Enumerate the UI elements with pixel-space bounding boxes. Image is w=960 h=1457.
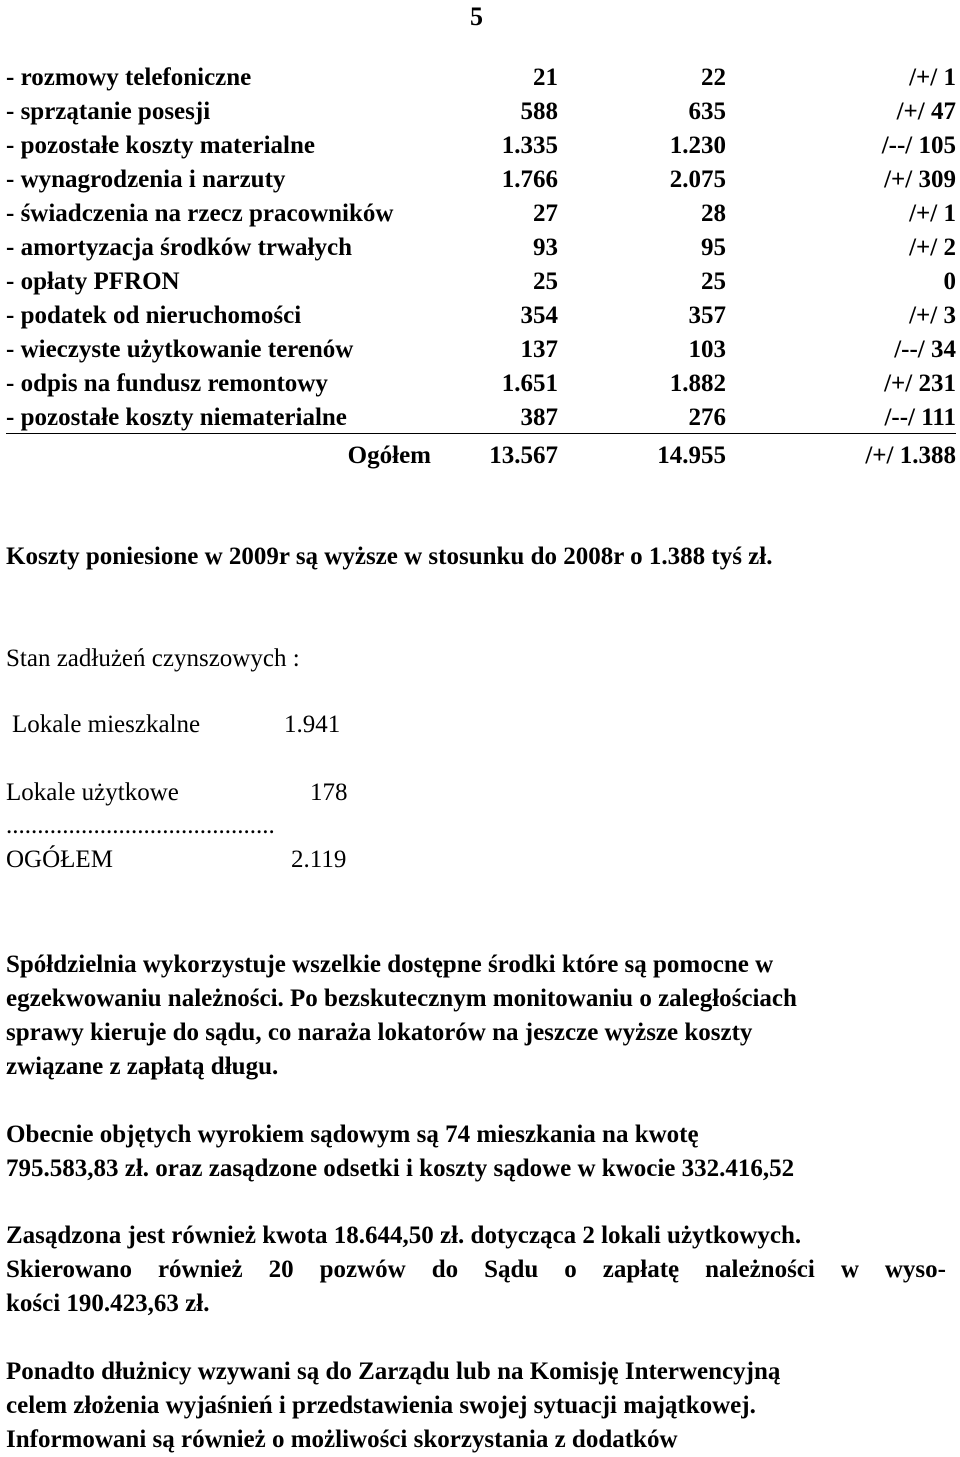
cost-2008: 354 bbox=[520, 302, 558, 329]
cost-2008: 137 bbox=[520, 336, 558, 363]
paragraph-court-judgments bbox=[6, 1118, 946, 1186]
cost-2008: 1.335 bbox=[501, 132, 558, 159]
cost-diff: /+/ 3 bbox=[909, 302, 956, 329]
dots-line: ........................................... bbox=[6, 812, 275, 839]
cost-2008: 1.766 bbox=[501, 166, 558, 193]
table-divider bbox=[6, 433, 956, 434]
total-2008: 13.567 bbox=[489, 442, 558, 469]
cost-2009: 28 bbox=[701, 200, 726, 227]
cost-row bbox=[6, 64, 956, 98]
cost-2009: 22 bbox=[701, 64, 726, 91]
cost-2009: 2.075 bbox=[669, 166, 726, 193]
cost-label: - opłaty PFRON bbox=[6, 268, 180, 295]
cost-2008: 27 bbox=[533, 200, 558, 227]
cost-2008: 25 bbox=[533, 268, 558, 295]
commercial-label: Lokale użytkowe bbox=[6, 779, 179, 806]
cost-label: - rozmowy telefoniczne bbox=[6, 64, 252, 91]
cost-diff: /+/ 1 bbox=[909, 64, 956, 91]
cost-diff: /+/ 47 bbox=[896, 98, 956, 125]
total-diff: /+/ 1.388 bbox=[865, 442, 956, 469]
cost-diff: /--/ 34 bbox=[894, 336, 956, 363]
cost-row bbox=[6, 268, 956, 302]
paragraph-line: Skierowano również 20 pozwów do Sądu o zapłatę należności w wyso- bbox=[6, 1256, 946, 1283]
page-number: 5 bbox=[470, 2, 483, 31]
cost-diff: /+/ 231 bbox=[884, 370, 956, 397]
cost-2009: 357 bbox=[688, 302, 726, 329]
cost-2009: 103 bbox=[688, 336, 726, 363]
cost-2008: 588 bbox=[520, 98, 558, 125]
cost-row bbox=[6, 234, 956, 268]
cost-2008: 93 bbox=[533, 234, 558, 261]
paragraph-line: kości 190.423,63 zł. bbox=[6, 1290, 210, 1317]
cost-2009: 95 bbox=[701, 234, 726, 261]
paragraph-line: Spółdzielnia wykorzystuje wszelkie dostępne środki które są pomocne w bbox=[6, 951, 774, 978]
cost-row bbox=[6, 336, 956, 370]
paragraph-line: egzekwowaniu należności. Po bezskutecznym monitowaniu o zaległościach bbox=[6, 985, 797, 1012]
residential-label: Lokale mieszkalne bbox=[12, 711, 201, 738]
cost-2009: 25 bbox=[701, 268, 726, 295]
cost-label: - wieczyste użytkowanie terenów bbox=[6, 336, 354, 363]
total-2009: 14.955 bbox=[657, 442, 726, 469]
cost-row bbox=[6, 166, 956, 200]
cost-row bbox=[6, 132, 956, 166]
paragraph-line: Zasądzona jest również kwota 18.644,50 zł. dotycząca 2 lokali użytkowych. bbox=[6, 1222, 802, 1249]
residential-row bbox=[6, 711, 406, 745]
cost-label: - pozostałe koszty materialne bbox=[6, 132, 315, 159]
cost-diff: /--/ 111 bbox=[884, 404, 956, 431]
paragraph-line: sprawy kieruje do sądu, co naraża lokatorów na jeszcze wyższe koszty bbox=[6, 1019, 753, 1046]
summary-line: Koszty poniesione w 2009r są wyższe w stosunku do 2008r o 1.388 tyś zł. bbox=[6, 543, 773, 570]
cost-2008: 21 bbox=[533, 64, 558, 91]
cost-2009: 1.230 bbox=[669, 132, 726, 159]
cost-row bbox=[6, 370, 956, 404]
paragraph-line: Obecnie objętych wyrokiem sądowym są 74 mieszkania na kwotę bbox=[6, 1121, 699, 1148]
debt-total-label: OGÓŁEM bbox=[6, 846, 113, 873]
debt-total-row bbox=[6, 846, 406, 880]
paragraph-line: związane z zapłatą długu. bbox=[6, 1053, 279, 1080]
paragraph-enforcement bbox=[6, 948, 946, 1084]
total-label: Ogółem bbox=[347, 442, 431, 469]
cost-diff: /+/ 309 bbox=[884, 166, 956, 193]
cost-diff: /--/ 105 bbox=[881, 132, 956, 159]
cost-row bbox=[6, 200, 956, 234]
cost-diff: 0 bbox=[943, 268, 956, 295]
cost-2009: 635 bbox=[688, 98, 726, 125]
cost-label: - odpis na fundusz remontowy bbox=[6, 370, 328, 397]
cost-row bbox=[6, 98, 956, 132]
paragraph-awarded-amounts bbox=[6, 1219, 946, 1321]
paragraph-line: Ponadto dłużnicy wzywani są do Zarządu lub na Komisję Interwencyjną bbox=[6, 1358, 781, 1385]
cost-label: - wynagrodzenia i narzuty bbox=[6, 166, 286, 193]
cost-label: - podatek od nieruchomości bbox=[6, 302, 302, 329]
cost-2008: 1.651 bbox=[501, 370, 558, 397]
cost-label: - sprzątanie posesji bbox=[6, 98, 211, 125]
cost-label: - pozostałe koszty niematerialne bbox=[6, 404, 347, 431]
cost-2009: 276 bbox=[688, 404, 726, 431]
residential-value: 1.941 bbox=[284, 711, 341, 738]
debt-heading: Stan zadłużeń czynszowych : bbox=[6, 645, 300, 672]
cost-label: - amortyzacja środków trwałych bbox=[6, 234, 352, 261]
cost-2009: 1.882 bbox=[669, 370, 726, 397]
cost-2008: 387 bbox=[520, 404, 558, 431]
commercial-value: 178 bbox=[310, 779, 348, 806]
total-row bbox=[6, 442, 956, 476]
cost-row bbox=[6, 302, 956, 336]
cost-label: - świadczenia na rzecz pracowników bbox=[6, 200, 394, 227]
paragraph-line: 795.583,83 zł. oraz zasądzone odsetki i koszty sądowe w kwocie 332.416,52 bbox=[6, 1155, 795, 1182]
paragraph-debtors bbox=[6, 1355, 946, 1457]
paragraph-line: celem złożenia wyjaśnień i przedstawienia swojej sytuacji majątkowej. bbox=[6, 1392, 756, 1419]
cost-diff: /+/ 1 bbox=[909, 200, 956, 227]
cost-diff: /+/ 2 bbox=[909, 234, 956, 261]
commercial-row bbox=[6, 779, 406, 813]
paragraph-line: Informowani są również o możliwości skorzystania z dodatków bbox=[6, 1426, 678, 1453]
debt-total-value: 2.119 bbox=[291, 846, 347, 873]
